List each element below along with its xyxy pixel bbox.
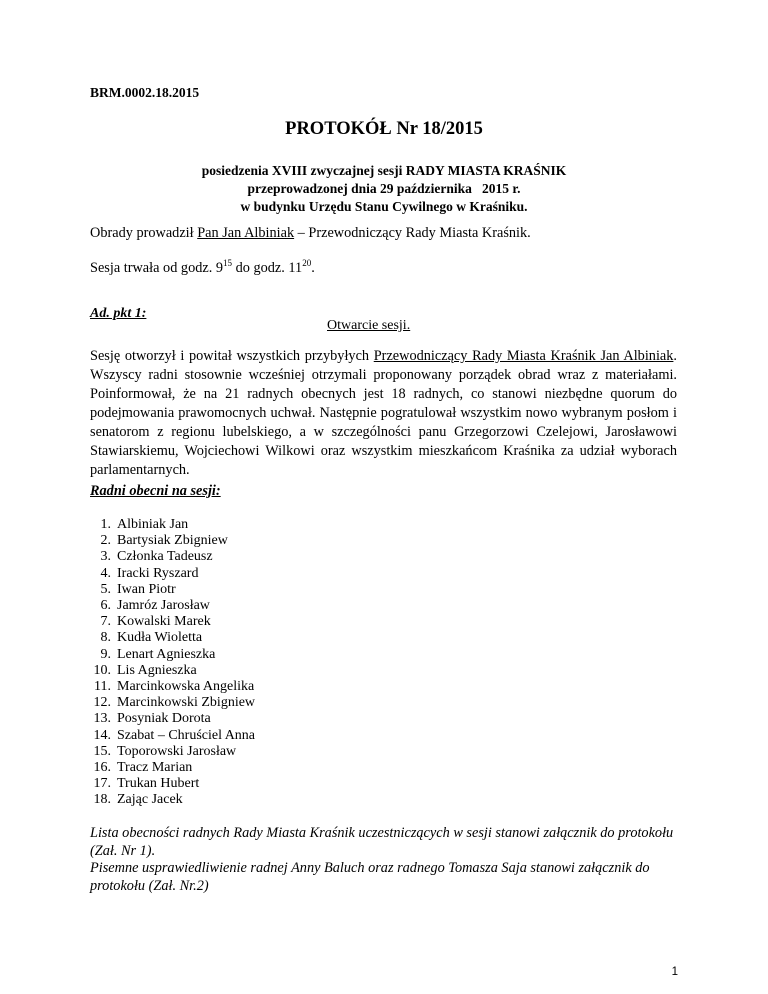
attendee-item: [90, 582, 255, 598]
session-time-suffix: .: [311, 260, 315, 276]
attendee-item: [90, 792, 255, 808]
attendee-name: Szabat – Chruściel Anna: [117, 727, 256, 743]
attendee-item: [90, 517, 255, 533]
attendance-note: Lista obecności radnych Rady Miasta Kraśnik uczestniczących w sesji stanowi załącznik do protokołu (Zał. Nr 1).: [90, 825, 674, 859]
attendee-number: 5.: [100, 581, 111, 597]
attendee-number: 10.: [93, 662, 111, 678]
attendee-name: Bartysiak Zbigniew: [117, 533, 228, 549]
attendee-item: [90, 533, 255, 549]
attendee-item: [90, 776, 255, 792]
session-time-paragraph: [90, 259, 677, 278]
attendee-number: 15.: [93, 743, 111, 759]
chair-text-after: – Przewodniczący Rady Miasta Kraśnik.: [294, 225, 531, 241]
attendee-name: Członka Tadeusz: [117, 549, 213, 565]
attendee-name: Marcinkowska Angelika: [117, 679, 255, 695]
attendee-item: [90, 744, 255, 760]
opening-text-before: Sesję otworzył i powitał wszystkich przybyłych: [90, 348, 374, 364]
attendee-number: 4.: [100, 565, 111, 581]
start-hour: 9: [215, 260, 224, 276]
attendee-item: [90, 728, 255, 744]
attendee-number: 11.: [94, 679, 111, 695]
attendee-item: [90, 647, 255, 663]
attendee-number: 13.: [93, 711, 111, 727]
attendee-number: 2.: [100, 533, 111, 549]
attendee-name: Trukan Hubert: [117, 776, 200, 792]
chair-text-before: Obrady prowadził: [90, 225, 198, 241]
attendee-name: Kowalski Marek: [117, 614, 211, 630]
end-hour: 11: [288, 260, 303, 276]
attendee-name: Zając Jacek: [117, 792, 183, 808]
attendee-item: [90, 549, 255, 565]
start-minutes: 15: [223, 258, 233, 268]
session-time-prefix: Sesja trwała od godz.: [90, 260, 216, 276]
end-minutes: 20: [302, 258, 312, 268]
attendee-name: Iracki Ryszard: [117, 565, 199, 581]
attendee-name: Posyniak Dorota: [117, 711, 211, 727]
attendee-number: 8.: [100, 630, 111, 646]
attendee-name: Albiniak Jan: [117, 517, 189, 532]
attendee-number: 6.: [100, 598, 111, 614]
attendee-item: [90, 598, 255, 614]
chair-name: Pan Jan Albiniak: [197, 225, 295, 241]
attendee-item: [90, 760, 255, 776]
attendee-item: [90, 566, 255, 582]
subtitle-line: posiedzenia XVIII zwyczajnej sesji RADY MIASTA KRAŚNIK: [201, 163, 567, 178]
attendee-number: 16.: [93, 760, 111, 776]
opening-paragraph: [90, 347, 677, 480]
attendee-name: Toporowski Jarosław: [117, 743, 237, 759]
attendee-name: Marcinkowski Zbigniew: [117, 695, 256, 711]
document-subtitle: [0, 162, 768, 216]
attendee-item: [90, 679, 255, 695]
attendee-number: 14.: [93, 727, 111, 743]
attendee-number: 7.: [100, 614, 111, 630]
attendee-number: 3.: [100, 549, 111, 565]
attendee-name: Iwan Piotr: [117, 581, 176, 597]
attendee-item: [90, 663, 255, 679]
attendees-heading: Radni obecni na sesji:: [90, 483, 221, 499]
agenda-point-label: Ad. pkt 1:: [90, 306, 147, 321]
attendee-name: Kudła Wioletta: [117, 630, 203, 646]
attendee-item: [90, 614, 255, 630]
attendees-list: [90, 517, 255, 809]
attendee-name: Lenart Agnieszka: [117, 646, 216, 662]
opening-text-after: . Wszyscy radni stosownie wcześniej otrzymali proponowany porządek obrad wraz z materiałami. Poinformował, że na 21 radnych obecnych jest 18 radnych, co stanowi niezbędne quorum do podejmowania prawomocnych uchwał. Następnie pogratulował wszystkim nowo wybranym posłom i senatorom z regionu lubelskiego, a w szczególności panu Grzegorzowi Czelejowi, Jarosławowi Stawiarskiemu, Wojciechowi Wilkowi oraz wszystkim mieszkańcom Kraśnika za udział wyborach parlamentarnych.: [90, 348, 677, 478]
attendee-number: 18.: [93, 792, 111, 808]
attendee-item: [90, 630, 255, 646]
attendee-name: Lis Agnieszka: [117, 662, 197, 678]
attendee-item: [90, 711, 255, 727]
document-title: PROTOKÓŁ Nr 18/2015: [285, 119, 483, 139]
chair-paragraph: [90, 224, 677, 243]
attendee-number: 12.: [93, 695, 111, 711]
page-number: 1: [671, 966, 678, 978]
subtitle-line: w budynku Urzędu Stanu Cywilnego w Kraśniku.: [240, 199, 528, 214]
attendee-number: 17.: [93, 776, 111, 792]
attendee-name: Jamróz Jarosław: [117, 598, 210, 614]
subtitle-line: przeprowadzonej dnia 29 października 2015 r.: [247, 181, 521, 196]
session-time-middle: do godz.: [232, 260, 289, 276]
attendee-name: Tracz Marian: [117, 760, 193, 776]
attendee-number: 9.: [100, 646, 111, 662]
section-title: Otwarcie sesji.: [327, 318, 411, 333]
excuse-note: Pisemne usprawiedliwienie radnej Anny Baluch oraz radnego Tomasza Saja stanowi załącznik do protokołu (Zał. Nr.2): [90, 860, 650, 894]
opening-chair-name: Przewodniczący Rady Miasta Kraśnik Jan Albiniak: [373, 348, 674, 364]
document-reference: BRM.0002.18.2015: [90, 85, 200, 100]
attendee-item: [90, 695, 255, 711]
attendee-number: 1.: [100, 517, 111, 532]
